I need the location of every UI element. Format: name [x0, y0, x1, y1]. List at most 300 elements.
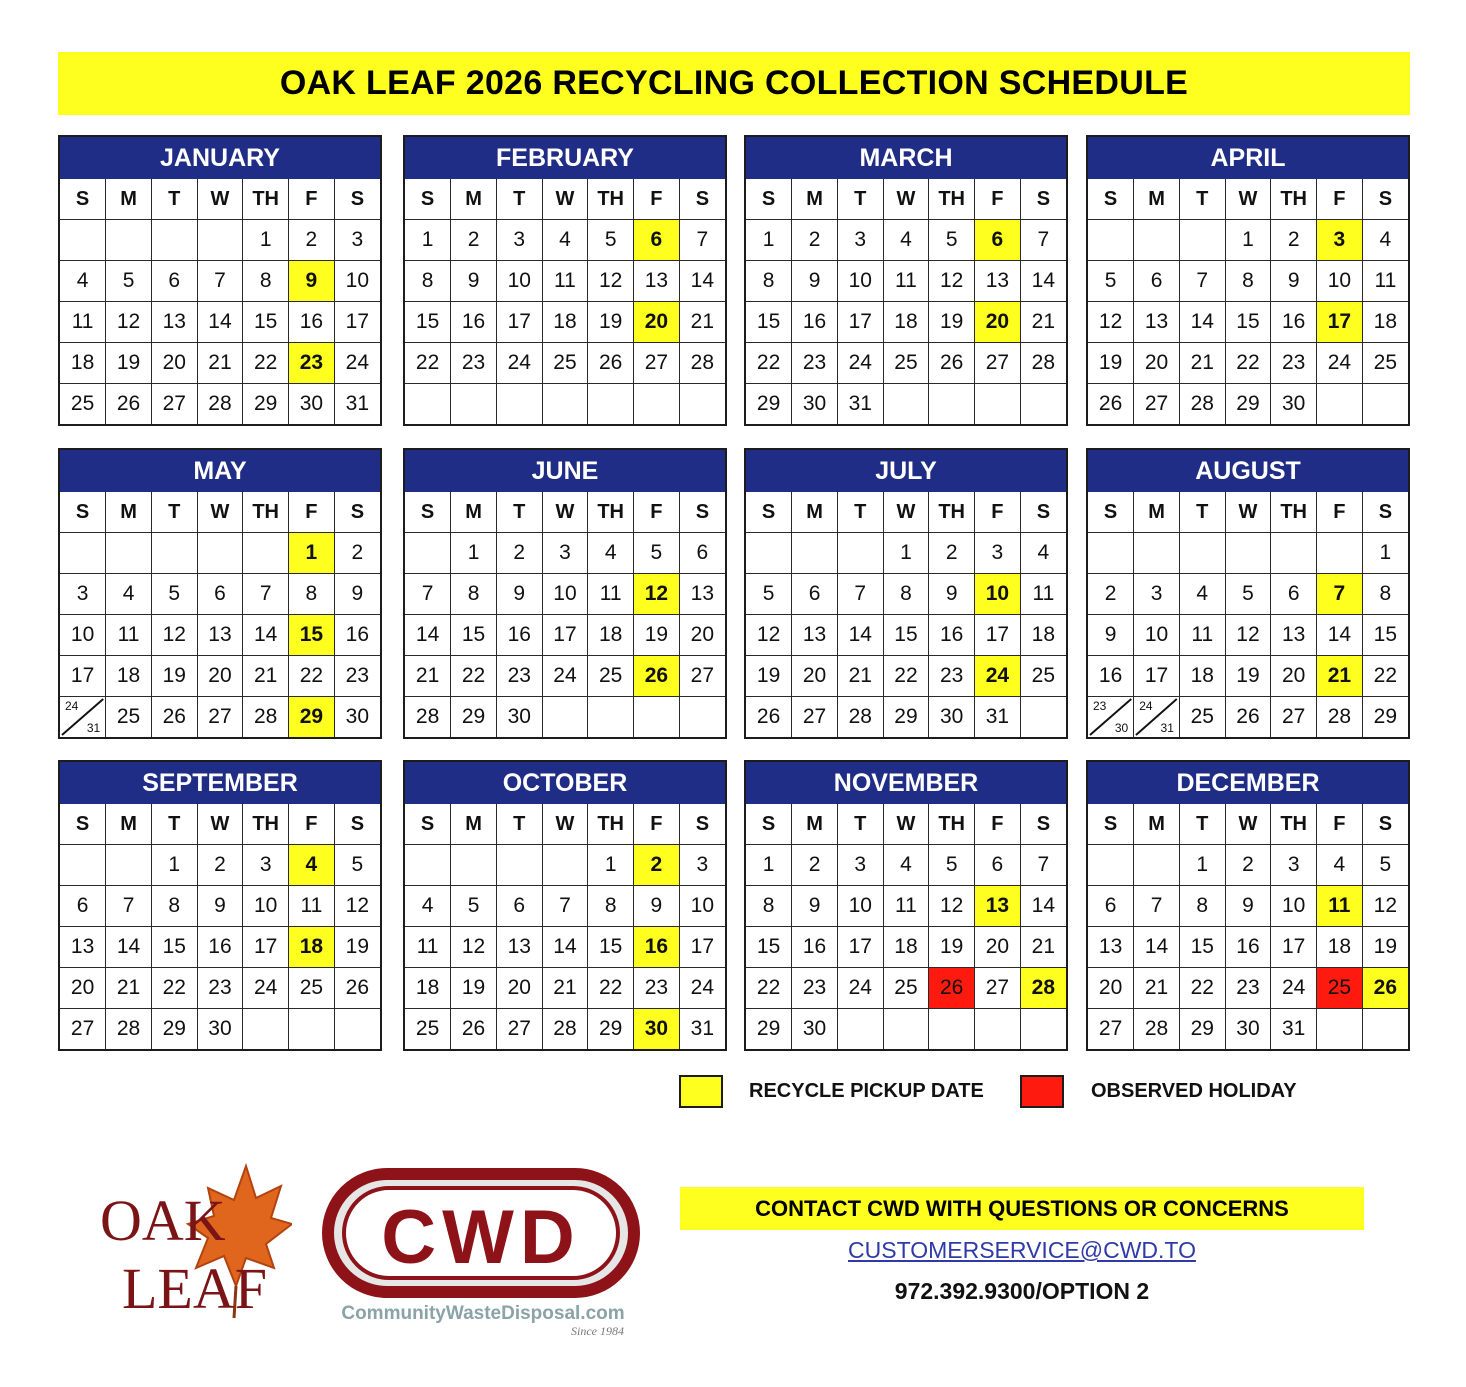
month-name: JULY: [746, 450, 1066, 492]
day-cell: 14: [405, 615, 451, 656]
day-cell: 21: [197, 343, 243, 384]
day-cell: 17: [243, 927, 289, 968]
day-cell: 27: [1134, 384, 1180, 425]
day-cell: 9: [1088, 615, 1134, 656]
weekday-header: TH: [243, 179, 289, 220]
day-cell: 23: [929, 656, 975, 697]
day-cell: 21: [1134, 968, 1180, 1009]
day-cell: 27: [975, 968, 1021, 1009]
day-cell: 3: [334, 220, 380, 261]
empty-day-cell: [542, 697, 588, 738]
day-cell: 21: [1020, 302, 1066, 343]
day-cell: 8: [746, 886, 792, 927]
day-cell: 11: [106, 615, 152, 656]
day-cell: 5: [634, 533, 680, 574]
day-cell: 31: [975, 697, 1021, 738]
day-cell: 1: [1225, 220, 1271, 261]
month-name: FEBRUARY: [405, 137, 725, 179]
day-cell: 21: [106, 968, 152, 1009]
day-cell: 7: [837, 574, 883, 615]
contact-heading: CONTACT CWD WITH QUESTIONS OR CONCERNS: [680, 1187, 1364, 1230]
day-cell: 17: [1271, 927, 1317, 968]
day-cell: 24: [243, 968, 289, 1009]
weekday-header: S: [405, 179, 451, 220]
empty-day-cell: [929, 1009, 975, 1050]
pickup-day-cell: 18: [289, 927, 335, 968]
day-cell: 6: [1134, 261, 1180, 302]
empty-day-cell: [243, 533, 289, 574]
day-cell: 18: [1179, 656, 1225, 697]
day-cell: 9: [634, 886, 680, 927]
day-cell: 19: [451, 968, 497, 1009]
day-cell: 28: [679, 343, 725, 384]
day-cell: 9: [197, 886, 243, 927]
day-cell: 7: [1020, 220, 1066, 261]
weekday-header: T: [837, 179, 883, 220]
weekday-header: TH: [1271, 179, 1317, 220]
day-cell: 15: [746, 302, 792, 343]
day-cell: 6: [975, 845, 1021, 886]
month-name: SEPTEMBER: [60, 762, 380, 804]
day-cell: 22: [746, 968, 792, 1009]
day-cell: 12: [151, 615, 197, 656]
day-cell: 18: [1362, 302, 1408, 343]
day-cell: 16: [334, 615, 380, 656]
day-cell: 2: [334, 533, 380, 574]
weekday-header: S: [1088, 804, 1134, 845]
pickup-day-cell: 21: [1317, 656, 1363, 697]
weekday-header: M: [106, 804, 152, 845]
day-cell: 12: [588, 261, 634, 302]
day-cell: 1: [151, 845, 197, 886]
day-cell: 22: [405, 343, 451, 384]
day-cell: 2: [1088, 574, 1134, 615]
day-cell: 29: [451, 697, 497, 738]
day-cell: 24: [837, 968, 883, 1009]
day-cell: 22: [451, 656, 497, 697]
weekday-header: W: [542, 492, 588, 533]
day-cell: 6: [792, 574, 838, 615]
day-cell: 7: [405, 574, 451, 615]
weekday-header: F: [975, 179, 1021, 220]
empty-day-cell: [405, 533, 451, 574]
pickup-day-cell: 13: [975, 886, 1021, 927]
day-cell: 24: [837, 343, 883, 384]
day-cell: 25: [106, 697, 152, 738]
legend-holiday-label: OBSERVED HOLIDAY: [1091, 1080, 1297, 1102]
pickup-day-cell: 26: [634, 656, 680, 697]
weekday-header: S: [1362, 492, 1408, 533]
day-cell: 13: [60, 927, 106, 968]
weekday-header: T: [151, 179, 197, 220]
empty-day-cell: [405, 845, 451, 886]
day-cell: 9: [792, 261, 838, 302]
day-cell: 14: [542, 927, 588, 968]
day-cell: 19: [1362, 927, 1408, 968]
day-cell: 29: [746, 1009, 792, 1050]
day-cell: 3: [1134, 574, 1180, 615]
empty-day-cell: [1179, 220, 1225, 261]
weekday-header: M: [792, 804, 838, 845]
day-cell: 25: [1362, 343, 1408, 384]
empty-day-cell: [1020, 697, 1066, 738]
empty-day-cell: [1317, 1009, 1363, 1050]
day-cell: 31: [837, 384, 883, 425]
day-cell: 10: [60, 615, 106, 656]
day-cell: 1: [243, 220, 289, 261]
day-cell: 7: [1134, 886, 1180, 927]
weekday-header: TH: [1271, 492, 1317, 533]
pickup-day-cell: 11: [1317, 886, 1363, 927]
weekday-header: TH: [1271, 804, 1317, 845]
day-cell: 27: [1088, 1009, 1134, 1050]
month-name: APRIL: [1088, 137, 1408, 179]
weekday-header: S: [60, 492, 106, 533]
weekday-header: S: [334, 492, 380, 533]
weekday-header: W: [197, 179, 243, 220]
day-cell: 11: [1362, 261, 1408, 302]
cwd-logo-mark: CWD: [381, 1195, 581, 1280]
day-cell: 23: [451, 343, 497, 384]
weekday-header: M: [1134, 804, 1180, 845]
day-cell: 4: [883, 220, 929, 261]
weekday-header: T: [151, 492, 197, 533]
day-cell: 25: [60, 384, 106, 425]
empty-day-cell: [1020, 384, 1066, 425]
day-cell: 27: [975, 343, 1021, 384]
day-cell: 25: [1179, 697, 1225, 738]
day-cell: 27: [60, 1009, 106, 1050]
weekday-header: W: [1225, 804, 1271, 845]
contact-email-link[interactable]: CUSTOMERSERVICE@CWD.TO: [848, 1237, 1196, 1263]
pickup-day-cell: 9: [289, 261, 335, 302]
day-cell: 23: [197, 968, 243, 1009]
weekday-header: S: [1088, 179, 1134, 220]
day-cell: 4: [106, 574, 152, 615]
day-cell: 12: [929, 886, 975, 927]
weekday-header: S: [746, 492, 792, 533]
day-cell: 24: [1317, 343, 1363, 384]
day-cell: 13: [151, 302, 197, 343]
weekday-header: W: [542, 804, 588, 845]
weekday-header: S: [1020, 179, 1066, 220]
empty-day-cell: [60, 220, 106, 261]
day-cell: 22: [746, 343, 792, 384]
pickup-day-cell: 12: [634, 574, 680, 615]
day-cell: 8: [1362, 574, 1408, 615]
weekday-header: S: [1362, 804, 1408, 845]
day-cell: 18: [1020, 615, 1066, 656]
day-cell: 9: [792, 886, 838, 927]
day-cell: 19: [634, 615, 680, 656]
day-cell: 17: [679, 927, 725, 968]
weekday-header: W: [1225, 179, 1271, 220]
cwd-logo: [318, 1168, 648, 1338]
day-cell: 10: [334, 261, 380, 302]
day-cell: 28: [1179, 384, 1225, 425]
empty-day-cell: [106, 533, 152, 574]
weekday-header: S: [679, 179, 725, 220]
day-cell: 26: [588, 343, 634, 384]
empty-day-cell: [883, 384, 929, 425]
day-cell: 23: [792, 343, 838, 384]
day-cell: 4: [1317, 845, 1363, 886]
day-cell: 11: [1020, 574, 1066, 615]
month-name: JUNE: [405, 450, 725, 492]
weekday-header: M: [1134, 492, 1180, 533]
day-cell: 9: [334, 574, 380, 615]
day-cell: 3: [496, 220, 542, 261]
day-cell: 2: [496, 533, 542, 574]
day-cell: 19: [106, 343, 152, 384]
day-cell: 7: [679, 220, 725, 261]
pickup-day-cell: 30: [634, 1009, 680, 1050]
day-cell: 26: [151, 697, 197, 738]
day-cell: 27: [792, 697, 838, 738]
day-cell: 14: [243, 615, 289, 656]
day-cell: 3: [837, 220, 883, 261]
day-cell: 15: [151, 927, 197, 968]
day-cell: 10: [1317, 261, 1363, 302]
day-cell: 25: [405, 1009, 451, 1050]
empty-day-cell: [1317, 384, 1363, 425]
day-cell: 12: [1088, 302, 1134, 343]
month-calendar-february: [403, 135, 727, 426]
day-cell: 13: [197, 615, 243, 656]
day-cell: 21: [542, 968, 588, 1009]
day-cell: 30: [289, 384, 335, 425]
day-cell: 5: [929, 845, 975, 886]
month-name: NOVEMBER: [746, 762, 1066, 804]
empty-day-cell: [1088, 533, 1134, 574]
day-cell: 8: [243, 261, 289, 302]
day-cell: 15: [1362, 615, 1408, 656]
page-title: OAK LEAF 2026 RECYCLING COLLECTION SCHEDULE: [58, 52, 1410, 115]
day-cell: 6: [1271, 574, 1317, 615]
weekday-header: S: [1088, 492, 1134, 533]
day-cell: 17: [837, 302, 883, 343]
day-cell: 24: [679, 968, 725, 1009]
day-cell: 5: [451, 886, 497, 927]
day-cell: 4: [1362, 220, 1408, 261]
day-cell: 1: [588, 845, 634, 886]
day-cell: 5: [106, 261, 152, 302]
month-name: OCTOBER: [405, 762, 725, 804]
day-cell: 6: [197, 574, 243, 615]
day-cell: 7: [1179, 261, 1225, 302]
day-cell: 22: [588, 968, 634, 1009]
empty-day-cell: [679, 697, 725, 738]
contact-phone: 972.392.9300/OPTION 2: [894, 1278, 1150, 1304]
empty-day-cell: [1134, 533, 1180, 574]
weekday-header: TH: [588, 804, 634, 845]
day-cell: 15: [243, 302, 289, 343]
day-cell: 10: [837, 261, 883, 302]
weekday-header: S: [405, 492, 451, 533]
day-cell: 1: [746, 845, 792, 886]
day-cell: 1: [1362, 533, 1408, 574]
cwd-logo-site: CommunityWasteDisposal.com: [341, 1303, 625, 1324]
empty-day-cell: [1134, 220, 1180, 261]
day-cell: 13: [634, 261, 680, 302]
legend-pickup-label: RECYCLE PICKUP DATE: [749, 1080, 984, 1102]
day-cell: 4: [883, 845, 929, 886]
weekday-header: W: [542, 179, 588, 220]
day-cell: 13: [679, 574, 725, 615]
day-cell: 14: [197, 302, 243, 343]
weekday-header: TH: [243, 492, 289, 533]
empty-day-cell: [496, 384, 542, 425]
day-cell: 20: [197, 656, 243, 697]
empty-day-cell: [1271, 533, 1317, 574]
month-calendar-october: [403, 760, 727, 1051]
day-cell: 27: [1271, 697, 1317, 738]
day-cell: 17: [542, 615, 588, 656]
legend-holiday-swatch: [1020, 1075, 1064, 1108]
day-cell: 19: [929, 927, 975, 968]
day-cell: 23: [1271, 343, 1317, 384]
split-day-first: 23: [1093, 699, 1107, 713]
day-cell: 7: [197, 261, 243, 302]
day-cell: 9: [496, 574, 542, 615]
day-cell: 28: [1134, 1009, 1180, 1050]
day-cell: 18: [405, 968, 451, 1009]
day-cell: 2: [289, 220, 335, 261]
day-cell: 5: [929, 220, 975, 261]
day-cell: 26: [746, 697, 792, 738]
day-cell: 22: [1362, 656, 1408, 697]
empty-day-cell: [746, 533, 792, 574]
day-cell: 20: [1271, 656, 1317, 697]
day-cell: 5: [151, 574, 197, 615]
weekday-header: TH: [929, 179, 975, 220]
empty-day-cell: [451, 845, 497, 886]
day-cell: 25: [1020, 656, 1066, 697]
pickup-day-cell: 6: [975, 220, 1021, 261]
empty-day-cell: [60, 845, 106, 886]
weekday-header: TH: [929, 492, 975, 533]
day-cell: 4: [588, 533, 634, 574]
weekday-header: T: [1179, 804, 1225, 845]
weekday-header: W: [197, 492, 243, 533]
empty-day-cell: [883, 1009, 929, 1050]
day-cell: 17: [975, 615, 1021, 656]
day-cell: 5: [334, 845, 380, 886]
day-cell: 15: [451, 615, 497, 656]
day-cell: 17: [1134, 656, 1180, 697]
day-cell: 21: [837, 656, 883, 697]
day-cell: 3: [243, 845, 289, 886]
day-cell: 18: [883, 927, 929, 968]
day-cell: 30: [792, 1009, 838, 1050]
split-day-second: 31: [1160, 721, 1174, 735]
day-cell: 9: [1225, 886, 1271, 927]
day-cell: 30: [1271, 384, 1317, 425]
day-cell: 20: [975, 927, 1021, 968]
day-cell: 5: [588, 220, 634, 261]
day-cell: 12: [334, 886, 380, 927]
weekday-header: F: [1317, 492, 1363, 533]
day-cell: 22: [243, 343, 289, 384]
weekday-header: M: [451, 179, 497, 220]
empty-day-cell: [405, 384, 451, 425]
day-cell: 5: [1088, 261, 1134, 302]
day-cell: 11: [289, 886, 335, 927]
split-day-cell: [1088, 697, 1134, 738]
day-cell: 28: [243, 697, 289, 738]
day-cell: 4: [405, 886, 451, 927]
pickup-day-cell: 16: [634, 927, 680, 968]
weekday-header: S: [1362, 179, 1408, 220]
day-cell: 10: [837, 886, 883, 927]
day-cell: 23: [634, 968, 680, 1009]
day-cell: 9: [929, 574, 975, 615]
day-cell: 3: [837, 845, 883, 886]
day-cell: 21: [405, 656, 451, 697]
month-calendar-july: [744, 448, 1068, 739]
day-cell: 8: [405, 261, 451, 302]
day-cell: 18: [542, 302, 588, 343]
day-cell: 8: [151, 886, 197, 927]
day-cell: 28: [197, 384, 243, 425]
month-calendar-march: [744, 135, 1068, 426]
day-cell: 10: [542, 574, 588, 615]
day-cell: 8: [289, 574, 335, 615]
oak-leaf-logo-line1: OAK: [100, 1188, 226, 1253]
day-cell: 11: [1179, 615, 1225, 656]
day-cell: 7: [542, 886, 588, 927]
pickup-day-cell: 26: [1362, 968, 1408, 1009]
empty-day-cell: [1179, 533, 1225, 574]
pickup-day-cell: 29: [289, 697, 335, 738]
day-cell: 20: [792, 656, 838, 697]
day-cell: 21: [1179, 343, 1225, 384]
day-cell: 13: [1134, 302, 1180, 343]
day-cell: 29: [746, 384, 792, 425]
day-cell: 30: [197, 1009, 243, 1050]
pickup-day-cell: 15: [289, 615, 335, 656]
weekday-header: S: [679, 492, 725, 533]
day-cell: 29: [1362, 697, 1408, 738]
weekday-header: TH: [588, 179, 634, 220]
day-cell: 8: [1179, 886, 1225, 927]
day-cell: 10: [679, 886, 725, 927]
weekday-header: M: [106, 492, 152, 533]
weekday-header: F: [975, 492, 1021, 533]
weekday-header: T: [151, 804, 197, 845]
day-cell: 16: [197, 927, 243, 968]
day-cell: 28: [837, 697, 883, 738]
day-cell: 14: [106, 927, 152, 968]
empty-day-cell: [588, 384, 634, 425]
day-cell: 29: [243, 384, 289, 425]
day-cell: 25: [289, 968, 335, 1009]
month-calendar-august: [1086, 448, 1410, 739]
weekday-header: T: [496, 179, 542, 220]
day-cell: 26: [1088, 384, 1134, 425]
weekday-header: S: [60, 179, 106, 220]
day-cell: 24: [496, 343, 542, 384]
empty-day-cell: [679, 384, 725, 425]
day-cell: 18: [1317, 927, 1363, 968]
weekday-header: M: [792, 179, 838, 220]
day-cell: 1: [883, 533, 929, 574]
weekday-header: T: [837, 804, 883, 845]
weekday-header: M: [451, 804, 497, 845]
day-cell: 17: [60, 656, 106, 697]
weekday-header: T: [1179, 492, 1225, 533]
empty-day-cell: [929, 384, 975, 425]
